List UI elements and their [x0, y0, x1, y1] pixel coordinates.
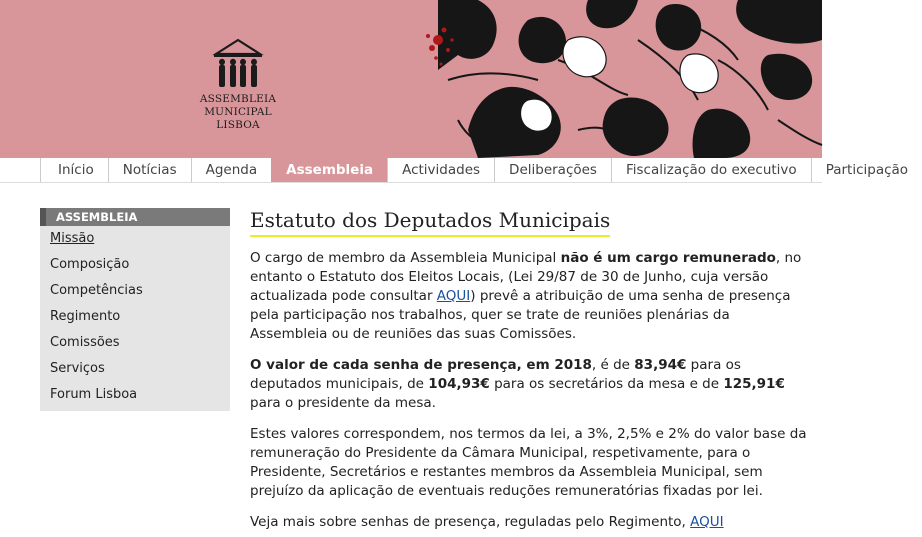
header-banner [0, 0, 822, 158]
nav-item-actividades[interactable]: Actividades [387, 158, 494, 182]
regimento-link[interactable]: AQUI [690, 514, 724, 530]
nav-item-participacao[interactable]: Participação [811, 158, 922, 182]
sidebar-item-regimento[interactable]: Regimento [50, 309, 121, 324]
nav-item-inicio[interactable]: Início [40, 158, 108, 182]
nav-item-fiscalizacao[interactable]: Fiscalização do executivo [611, 158, 811, 182]
nav-item-agenda[interactable]: Agenda [191, 158, 272, 182]
building-columns-icon [210, 38, 266, 90]
nav-item-deliberacoes[interactable]: Deliberações [494, 158, 611, 182]
paragraph-more: Veja mais sobre senhas de presença, reguladas pelo Regimento, AQUI [250, 514, 724, 530]
sidebar-heading: ASSEMBLEIA [40, 208, 230, 226]
sidebar-item-comissoes[interactable]: Comissões [50, 335, 120, 350]
logo-line-1: ASSEMBLEIA MUNICIPAL [199, 93, 277, 118]
paragraph-intro: O cargo de membro da Assembleia Municipal não é um cargo remunerado, no entanto o Estatuto dos Eleitos Locais, (Lei 29/87 de 30 de Junho, cuja versão actualizada pode consultar AQUI) prevê a atribuição de uma senha de presença pela participação nos trabalhos, quer se trate de reuniões plenárias da Assembleia ou de reuniões das suas Comissões. [250, 250, 802, 342]
sidebar-item-competencias[interactable]: Competências [50, 283, 143, 298]
main-content [250, 208, 810, 532]
sidebar-item-forum-lisboa[interactable]: Forum Lisboa [50, 387, 138, 402]
sidebar-item-composicao[interactable]: Composição [50, 257, 130, 272]
page-title: Estatuto dos Deputados Municipais [250, 208, 610, 237]
nav-item-assembleia[interactable]: Assembleia [271, 158, 387, 182]
main-navigation [0, 158, 909, 183]
paragraph-percentages: Estes valores correspondem, nos termos da lei, a 3%, 2,5% e 2% do valor base da remuneração do Presidente da Câmara Municipal, respetivamente, para o Presidente, Secretários e restantes membros da Assembleia Municipal, sem prejuízo da aplicação de eventuais reduções remuneratórias fixadas por lei. [250, 426, 807, 499]
sidebar-item-missao[interactable]: Missão [50, 231, 95, 246]
sidebar [40, 208, 230, 411]
header-illustration [438, 0, 822, 158]
site-logo[interactable] [176, 38, 300, 132]
sidebar-item-servicos[interactable]: Serviços [50, 361, 105, 376]
logo-line-2: LISBOA [216, 119, 260, 131]
estatuto-link[interactable]: AQUI [436, 288, 471, 304]
paragraph-values: O valor de cada senha de presença, em 2018, é de 83,94€ para os deputados municipais, de 104,93€ para os secretários da mesa e de 125,91€ para o presidente da mesa. [250, 357, 785, 411]
nav-item-noticias[interactable]: Notícias [108, 158, 191, 182]
